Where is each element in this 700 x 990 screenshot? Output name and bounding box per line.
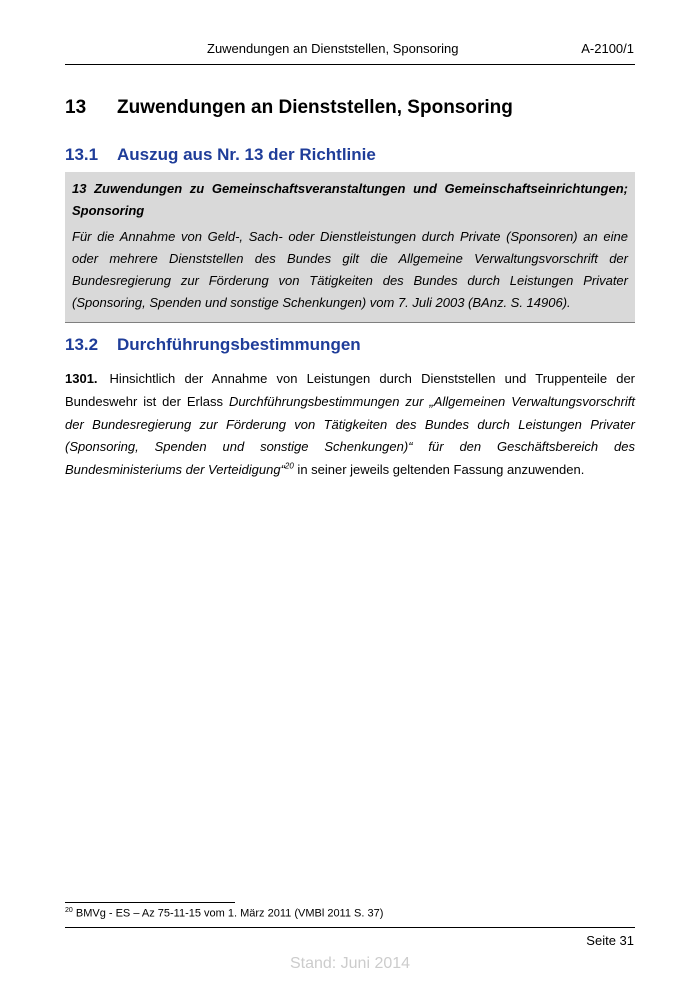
section-number: 13.1: [65, 145, 99, 164]
paragraph-text-c: in seiner jeweils geltenden Fassung anzuwenden.: [293, 462, 585, 478]
excerpt-body: Für die Annahme von Geld-, Sach- oder Dienstleistungen durch Private (Sponsoren) an eine oder mehrere Dienststellen des Bundes gilt die Allgemeine Verwaltungsvorschrift der Bundesregierung zur Förderung von Tätigkeiten des Bundes durch Leistungen Privater (Sponsoring, Spenden und sonstige Schenkungen) vom 7. Juli 2003 (BAnz. S. 14906).: [72, 229, 628, 310]
paragraph-1301: [65, 368, 635, 482]
footnote: [65, 907, 383, 920]
guideline-excerpt-box: [65, 172, 635, 323]
stand-watermark: Stand: Juni 2014: [289, 955, 411, 972]
excerpt-title: 13 Zuwendungen zu Gemeinschaftsveranstaltungen und Gemeinschaftseinrichtungen; Sponsoring: [72, 181, 628, 218]
section-title: Auszug aus Nr. 13 der Richtlinie: [117, 145, 376, 164]
footnote-number: 20: [65, 907, 73, 914]
section-title: Durchführungsbestimmungen: [117, 335, 361, 354]
chapter-number: 13: [65, 97, 87, 118]
section-number: 13.2: [65, 335, 99, 354]
chapter-title: Zuwendungen an Dienststellen, Sponsoring: [117, 97, 513, 118]
section-heading-13-2: [65, 335, 361, 355]
running-header-title: Zuwendungen an Dienststellen, Sponsoring: [207, 41, 459, 56]
header-divider: [65, 64, 635, 65]
paragraph-text-a: Hinsichtlich der Annahme von Leistungen durch Dienststellen und Truppenteile der Bundeswehr ist der Erlass: [65, 371, 635, 409]
paragraph-text-italic: Durchführungsbestimmungen zur „Allgemeinen Verwaltungsvorschrift der Bundesregierung zur Förderung von Tätigkeiten des Bundes durch Leistungen Privater (Sponsoring, Spenden und sonstige Schenkungen)“ für den Geschäftsbereich des Bundesministeriums der Verteidigung“: [65, 393, 636, 478]
section-heading-13-1: [65, 145, 376, 165]
footer-divider: [65, 927, 635, 928]
chapter-heading: [65, 97, 513, 119]
footnote-reference[interactable]: 20: [284, 461, 294, 471]
footnote-text: BMVg - ES – Az 75-11-15 vom 1. März 2011 (VMBl 2011 S. 37): [72, 907, 384, 920]
document-code: A-2100/1: [581, 41, 634, 56]
page-number: Seite 31: [586, 933, 634, 948]
paragraph-number: 1301.: [65, 371, 98, 386]
footnote-divider: [65, 902, 235, 903]
